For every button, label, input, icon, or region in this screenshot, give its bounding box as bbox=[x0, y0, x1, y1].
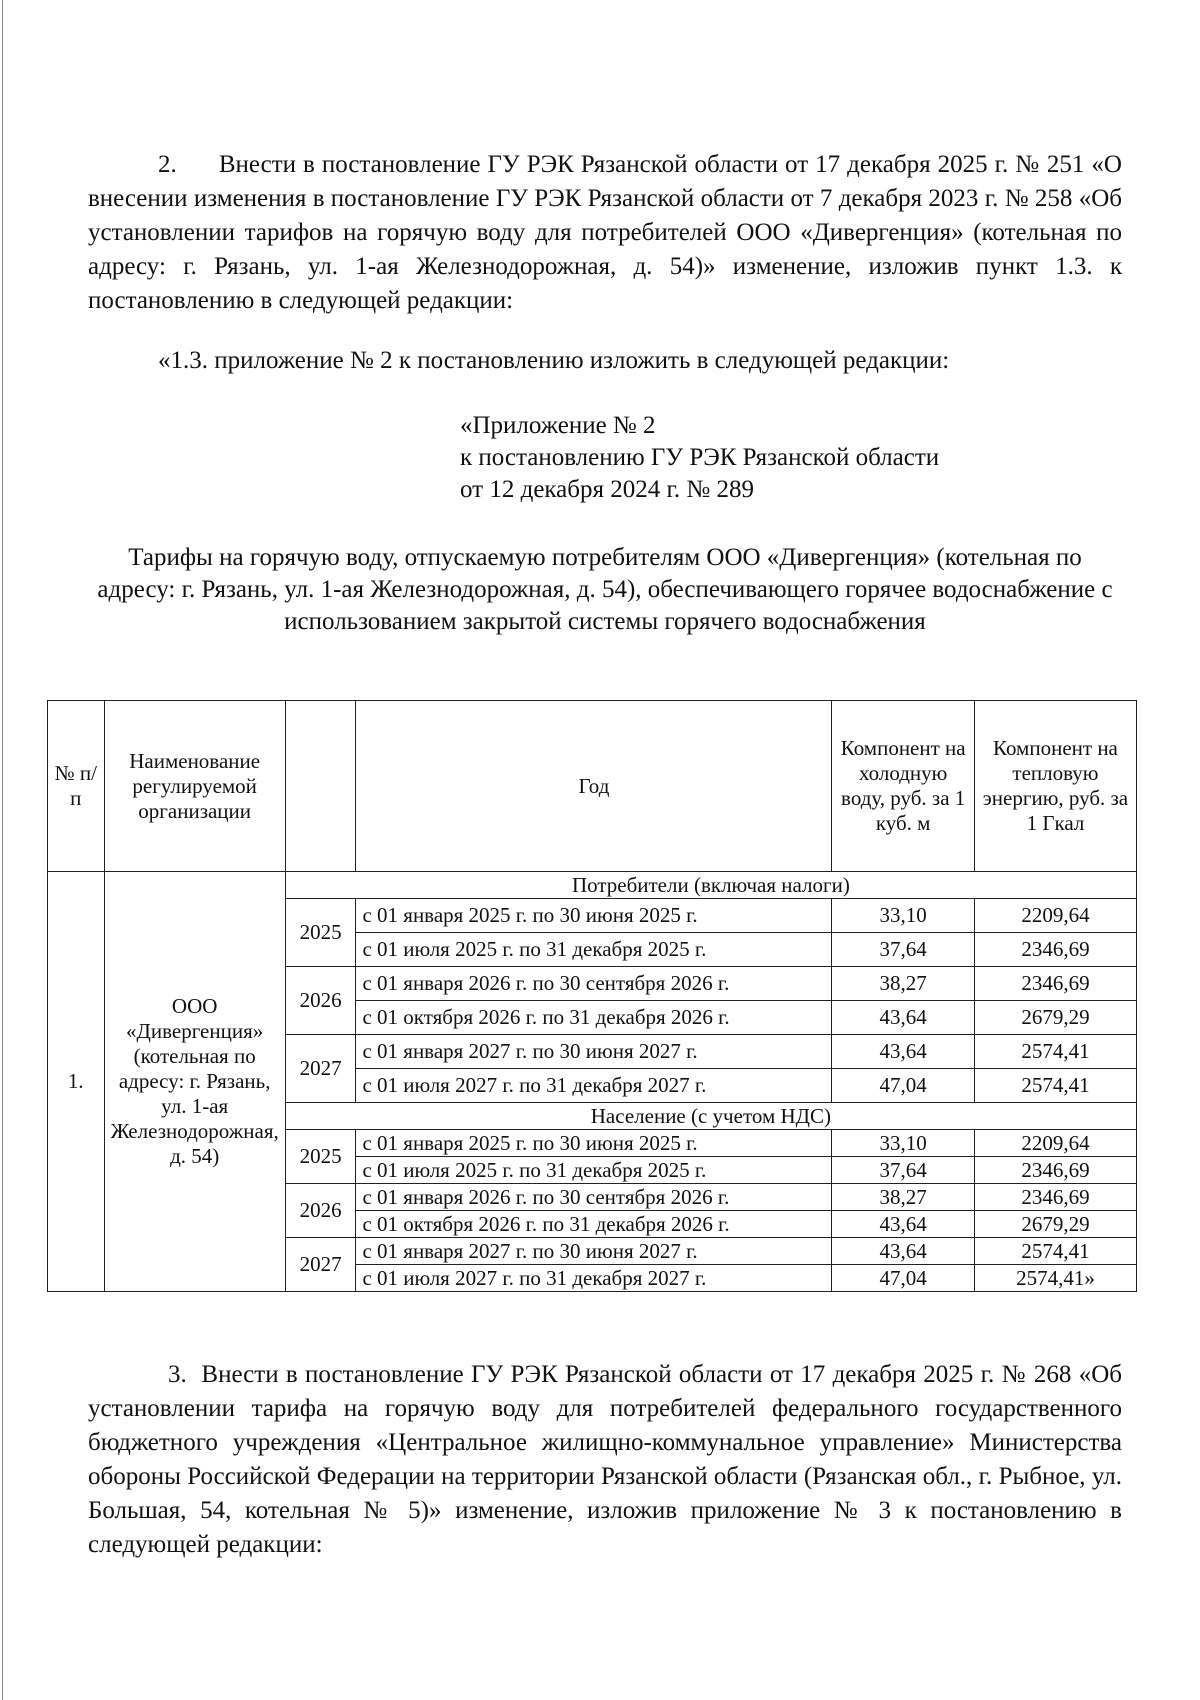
header-year: Год bbox=[356, 701, 832, 872]
cold-water-value: 37,64 bbox=[832, 933, 974, 967]
heat-energy-value: 2209,64 bbox=[974, 899, 1136, 933]
heat-energy-value: 2574,41 bbox=[974, 1035, 1136, 1069]
heat-energy-value: 2574,41 bbox=[974, 1069, 1136, 1103]
paragraph-2: 2. Внести в постановление ГУ РЭК Рязанской области от 17 декабря 2025 г. № 251 «О внесении изменения в постановление ГУ РЭК Рязанской области от 7 декабря 2023 г. № 258 «Об установлении тарифов на горячую воду для потребителей ООО «Дивергенция» (котельная по адресу: г. Рязань, ул. 1-ая Железнодорожная, д. 54)» изменение, изложив пункт 1.3. к постановлению в следующей редакции: bbox=[88, 151, 1122, 314]
table-header-row bbox=[48, 701, 1137, 872]
heat-energy-value: 2346,69 bbox=[974, 1157, 1136, 1184]
period-cell: с 01 июля 2027 г. по 31 декабря 2027 г. bbox=[356, 1069, 832, 1103]
paragraph-1-3: «1.3. приложение № 2 к постановлению изложить в следующей редакции: bbox=[158, 347, 950, 374]
cold-water-value: 33,10 bbox=[832, 899, 974, 933]
cold-water-value: 38,27 bbox=[832, 1184, 974, 1211]
tariff-table-title: Тарифы на горячую воду, отпускаемую потребителям ООО «Дивергенция» (котельная по адресу: г. Рязань, ул. 1-ая Железнодорожная, д. 54), обеспечивающего горячее водоснабжение с использованием закрытой системы горячего водоснабжения bbox=[97, 544, 1113, 635]
header-no: № п/п bbox=[48, 701, 105, 872]
heat-energy-value: 2679,29 bbox=[974, 1001, 1136, 1035]
cold-water-value: 43,64 bbox=[832, 1001, 974, 1035]
year-cell: 2025 bbox=[285, 1130, 356, 1184]
cold-water-value: 37,64 bbox=[832, 1157, 974, 1184]
cold-water-value: 47,04 bbox=[832, 1069, 974, 1103]
period-cell: с 01 января 2027 г. по 30 июня 2027 г. bbox=[356, 1238, 832, 1265]
cold-water-value: 38,27 bbox=[832, 967, 974, 1001]
period-cell: с 01 октября 2026 г. по 31 декабря 2026 г. bbox=[356, 1001, 832, 1035]
cold-water-value: 43,64 bbox=[832, 1035, 974, 1069]
appendix-line-2: к постановлению ГУ РЭК Рязанской области bbox=[460, 444, 940, 471]
period-cell: с 01 января 2026 г. по 30 сентября 2026 г. bbox=[356, 1184, 832, 1211]
year-cell: 2027 bbox=[285, 1035, 356, 1103]
group-row bbox=[48, 872, 1137, 899]
appendix-line-1: «Приложение № 2 bbox=[460, 412, 656, 439]
header-org: Наименование регулируемой организации bbox=[104, 701, 285, 872]
heat-energy-value: 2209,64 bbox=[974, 1130, 1136, 1157]
header-cold-water: Компонент на холодную воду, руб. за 1 куб. м bbox=[832, 701, 974, 872]
year-cell: 2026 bbox=[285, 1184, 356, 1238]
appendix-line-3: от 12 декабря 2024 г. № 289 bbox=[460, 476, 755, 503]
period-cell: с 01 января 2026 г. по 30 сентября 2026 г. bbox=[356, 967, 832, 1001]
paragraph-3: 3. Внести в постановление ГУ РЭК Рязанской области от 17 декабря 2025 г. № 268 «Об установлении тарифа на горячую воду для потребителей федерального государственного бюджетного учреждения «Центральное жилищно-коммунальное управление» Министерства обороны Российской Федерации на территории Рязанской области (Рязанская обл., г. Рыбное, ул. Большая, 54, котельная № 5)» изменение, изложив приложение № 3 к постановлению в следующей редакции: bbox=[88, 1361, 1122, 1558]
heat-energy-value: 2574,41» bbox=[974, 1265, 1136, 1292]
heat-energy-value: 2346,69 bbox=[974, 1184, 1136, 1211]
organization-name: ООО «Дивергенция» (котельная по адресу: г. Рязань, ул. 1-ая Железнодорожная, д. 54) bbox=[104, 872, 285, 1292]
period-cell: с 01 января 2025 г. по 30 июня 2025 г. bbox=[356, 899, 832, 933]
heat-energy-value: 2679,29 bbox=[974, 1211, 1136, 1238]
year-cell: 2026 bbox=[285, 967, 356, 1035]
scan-edge-line bbox=[2, 0, 3, 1700]
heat-energy-value: 2574,41 bbox=[974, 1238, 1136, 1265]
header-heat-energy: Компонент на тепловую энергию, руб. за 1 Гкал bbox=[974, 701, 1136, 872]
group-label: Потребители (включая налоги) bbox=[285, 872, 1136, 899]
heat-energy-value: 2346,69 bbox=[974, 933, 1136, 967]
period-cell: с 01 октября 2026 г. по 31 декабря 2026 г. bbox=[356, 1211, 832, 1238]
group-label: Население (с учетом НДС) bbox=[285, 1103, 1136, 1130]
row-number: 1. bbox=[48, 872, 105, 1292]
header-year-spacer bbox=[285, 701, 356, 872]
period-cell: с 01 января 2027 г. по 30 июня 2027 г. bbox=[356, 1035, 832, 1069]
appendix-header bbox=[460, 410, 1100, 506]
cold-water-value: 33,10 bbox=[832, 1130, 974, 1157]
period-cell: с 01 июля 2025 г. по 31 декабря 2025 г. bbox=[356, 933, 832, 967]
cold-water-value: 47,04 bbox=[832, 1265, 974, 1292]
period-cell: с 01 января 2025 г. по 30 июня 2025 г. bbox=[356, 1130, 832, 1157]
cold-water-value: 43,64 bbox=[832, 1211, 974, 1238]
period-cell: с 01 июля 2025 г. по 31 декабря 2025 г. bbox=[356, 1157, 832, 1184]
period-cell: с 01 июля 2027 г. по 31 декабря 2027 г. bbox=[356, 1265, 832, 1292]
year-cell: 2025 bbox=[285, 899, 356, 967]
year-cell: 2027 bbox=[285, 1238, 356, 1292]
heat-energy-value: 2346,69 bbox=[974, 967, 1136, 1001]
tariff-table bbox=[47, 700, 1137, 1292]
cold-water-value: 43,64 bbox=[832, 1238, 974, 1265]
